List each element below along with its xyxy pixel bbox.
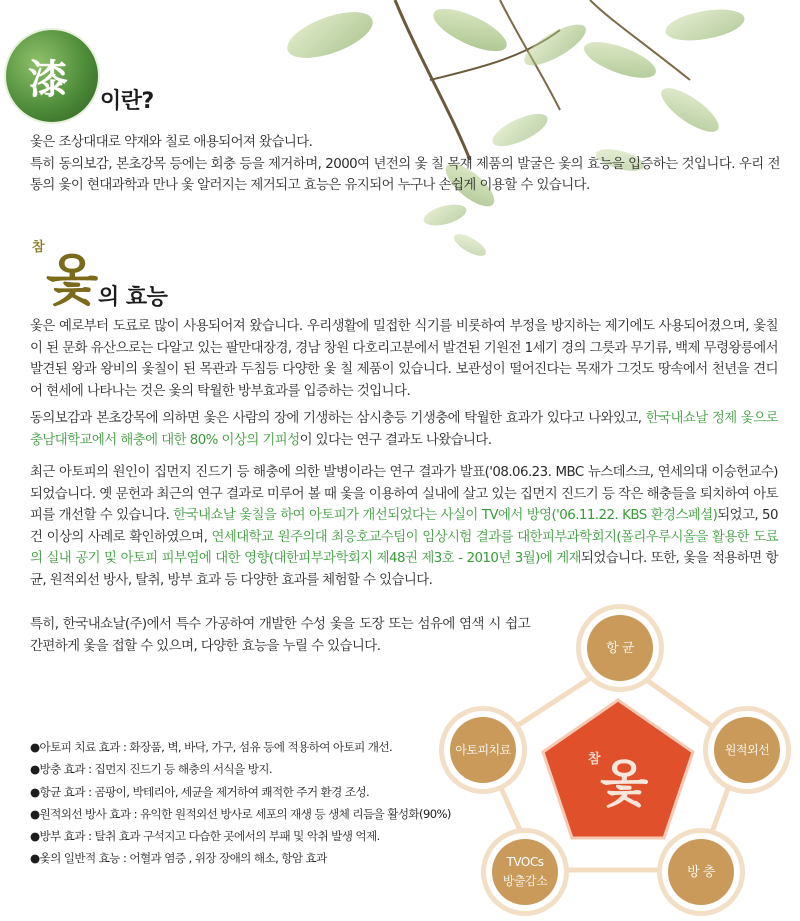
list-item: ●아토피 치료 효과 : 화장품, 벽, 바닥, 가구, 섬유 등에 적용하여 아토피 개선. bbox=[30, 740, 393, 754]
node-atopy bbox=[439, 706, 527, 794]
node-label: 원적외선 bbox=[714, 717, 780, 783]
diagram-cham-label: 참 bbox=[588, 752, 601, 767]
section1-title: 이란? bbox=[100, 89, 154, 114]
diagram-ot-calligraphy: 옻 bbox=[600, 754, 649, 813]
p3-text-a: 최근 아토피의 원인이 집먼지 진드기 등 해충에 의한 발병이라는 연구 결과가 발표('08.06.23. MBC 뉴스데스크, 연세의대 이승헌교수)되었습니다. 옛 문헌과 최근의 연구 결과로 미루어 볼 때 옻을 이용하여 실내에 살고 있는 집먼지 진드기 등 작은 해충들을 퇴치하여 아토피를 개선할 수 있습니다. bbox=[30, 465, 778, 523]
node-label: TVOCs 방출감소 bbox=[492, 839, 558, 905]
p3-highlight-1: 한국내쇼날 옻칠을 하여 아토피가 개선되었다는 사실이 TV에서 방영('06.11.22. KBS 환경스페셜) bbox=[173, 508, 718, 523]
list-item: ●원적외선 방사 효과 : 유익한 원적외선 방사로 세포의 재생 등 생체 리듬을 활성화(90%) bbox=[30, 806, 451, 821]
p2-highlight: 한국내쇼날 정제 옻으로 충남대학교에서 해충에 대한 80% 이상의 기피성 bbox=[30, 411, 778, 448]
p3-text-c: 되었습니다. 또한, 옻을 적용하면 항균, 원적외선 방사, 탈취, 방부 효과 등 다양한 효과를 체험할 수 있습니다. bbox=[30, 551, 779, 588]
section2-title: 의 효능 bbox=[98, 285, 168, 310]
list-item: ●방부 효과 : 탈취 효과 구석지고 다습한 곳에서의 부패 및 악취 발생 억제. bbox=[30, 829, 380, 844]
node-far-infrared bbox=[703, 706, 791, 794]
list-item: ●옻의 일반적 효능 : 어혈과 염증 , 위장 장애의 해소, 항암 효과 bbox=[30, 851, 327, 866]
node-label: 방 충 bbox=[668, 839, 734, 905]
cham-label: 참 bbox=[32, 240, 45, 255]
node-label: 아토피치료 bbox=[450, 717, 516, 783]
p3-text-b: 되었고, 50건 이상의 사례로 확인하였으며, bbox=[30, 508, 778, 545]
section2-paragraph-4: 특히, 한국내쇼날(주)에서 특수 가공하여 개발한 수성 옻을 도장 또는 섬유에 염색 시 쉽고 간편하게 옻을 접할 수 있으며, 다양한 효능을 누릴 수 있습니다. bbox=[30, 617, 530, 654]
node-label: 항 균 bbox=[587, 615, 653, 681]
list-item: ●방충 효과 : 집먼지 진드기 등 해충의 서식을 방지. bbox=[30, 762, 272, 777]
p3-highlight-2: 연세대학교 원주의대 최응호교수팀이 임상시험 결과를 대한피부과학회지(폴리우루시올을 활용한 도료의 실내 공기 및 아토피 피부염에 대한 영향(대한피부과학회지 제48권 제3호 - 2010년 3월)에 게재 bbox=[30, 529, 779, 566]
ot-calligraphy: 옻 bbox=[46, 248, 99, 312]
node-tvocs bbox=[481, 828, 569, 916]
node-insect-repellent bbox=[657, 828, 745, 916]
node-antibacterial bbox=[576, 604, 664, 692]
p2-text-a: 동의보감과 본초강목에 의하면 옻은 사람의 장에 기생하는 삼시충등 기생충에 탁월한 효과가 있다고 나와있고, bbox=[30, 411, 646, 426]
section2-paragraph-1: 옻은 예로부터 도료로 많이 사용되어져 왔습니다. 우리생활에 밀접한 식기를 비롯하여 부정을 방지하는 제기에도 사용되어졌으며, 옻칠이 된 문화 유산으로는 다알고 있는 팔만대장경, 경남 창원 다호리고분에서 발견된 기원전 1세기 경의 그릇과 무기류, 백제 무령왕릉에서 발견된 왕과 왕비의 옻칠이 된 목관과 두침등 다양한 옻 칠 제품이 있습니다. 보관성이 떨어진다는 목재가 그것도 땅속에서 천년을 견디어 현세에 나타나는 것은 옻의 탁월한 방부효과를 입증하는 것입니다. bbox=[30, 319, 778, 399]
section1-body: 옻은 조상대대로 약재와 칠로 애용되어져 왔습니다. 특히 동의보감, 본초강목 등에는 회충 등을 제거하며, 2000여 년전의 옻 칠 목재 제품의 발굴은 옻의 효능을 입증하는 것입니다. 우리 전통의 옻이 현대과학과 만나 옻 알러지는 제거되고 효능은 유지되어 누구나 손쉽게 이용할 수 있습니다. bbox=[30, 135, 780, 193]
hanja-title: 漆 bbox=[28, 56, 68, 103]
list-item: ●항균 효과 : 곰팡이, 박테리아, 세균을 제거하여 쾌적한 주거 환경 조성. bbox=[30, 784, 370, 799]
p2-text-b: 이 있다는 연구 결과도 나왔습니다. bbox=[299, 432, 492, 448]
